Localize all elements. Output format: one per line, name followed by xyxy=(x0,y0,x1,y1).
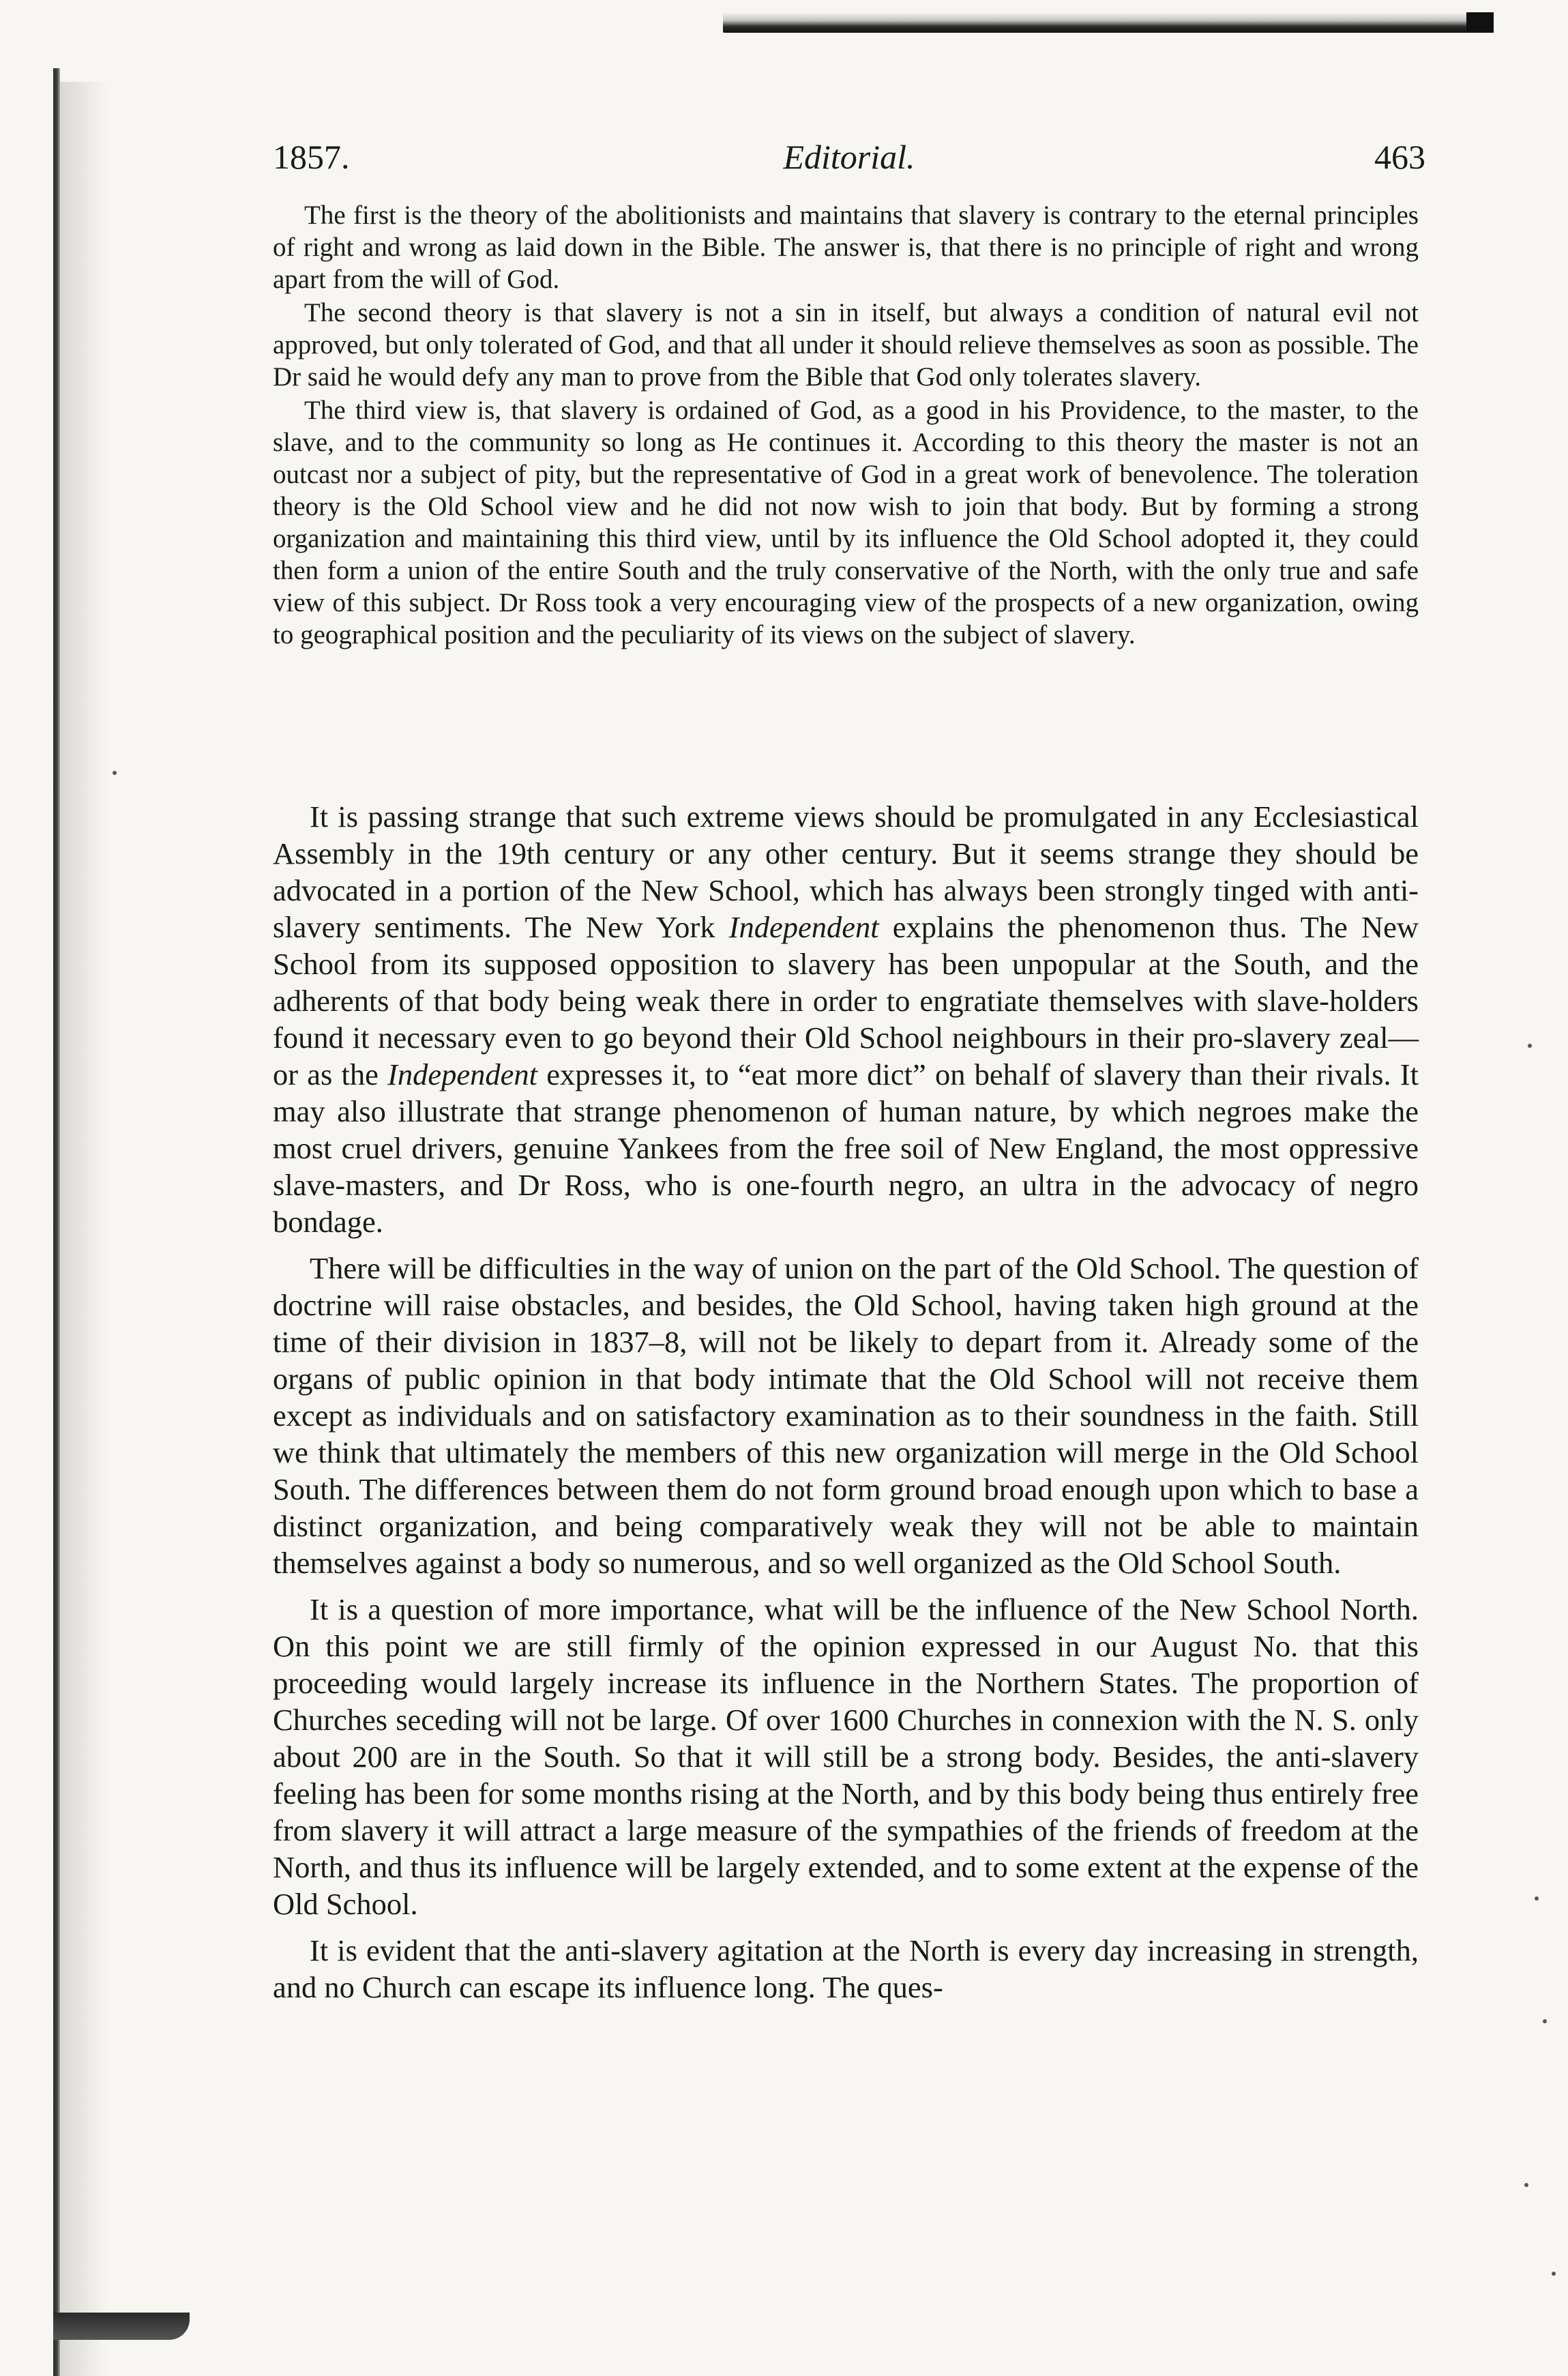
running-header xyxy=(273,130,1425,184)
excerpt-paragraph-2: The second theory is that slavery is not a sin in itself, but always a condition of natural evil not approved, but only tolerated of God, and that all under it should relieve themselves as soon as possible. The Dr said he would defy any man to prove from the Bible that God only tolerates slavery. xyxy=(273,298,1419,392)
binding-foot xyxy=(53,2313,190,2340)
page-number: 463 xyxy=(1374,138,1425,176)
publication-name: Independent xyxy=(728,910,879,944)
top-edge-shadow xyxy=(723,12,1487,33)
margin-speck xyxy=(1543,2019,1547,2023)
binding-shadow xyxy=(60,82,108,2376)
margin-speck xyxy=(1535,1896,1539,1901)
margin-speck xyxy=(1552,2272,1556,2276)
header-year: 1857. xyxy=(273,138,350,176)
publication-name: Independent xyxy=(387,1057,538,1091)
header-title: Editorial. xyxy=(783,138,915,176)
body-paragraph-2: There will be difficulties in the way of union on the part of the Old School. The question of doctrine will raise obstacles, and besides, the Old School, having taken high ground at the time of their division in 1837–8, will not be likely to depart from it. Already some of the organs of public opinion in that body intimate that the Old School will not receive them except as individuals and on satisfactory examination as to their soundness in the faith. Still we think that ultimately the members of this new organization will merge in the Old School South. The differences between them do not form ground broad enough upon which to base a distinct organization, and being comparatively weak they will not be able to maintain themselves against a body so numerous, and so well organized as the Old School South. xyxy=(273,1251,1419,1580)
excerpt-paragraph-1: The first is the theory of the abolitionists and maintains that slavery is contrary to the eternal principles of right and wrong as laid down in the Bible. The answer is, that there is no principle of right and wrong apart from the will of God. xyxy=(273,201,1419,294)
body-paragraph-1: It is passing strange that such extreme views should be promulgated in any Ecclesiastical Assembly in the 19th century or any other century. But it seems strange they should be advocated in a portion of the New School, which has always been strongly tinged with anti-slavery sentiments. The New York Independent explains the phenomenon thus. The New School from its supposed opposition to slavery has been unpopular at the South, and the adherents of that body being weak there in order to engratiate themselves with slave-holders found it necessary even to go beyond their Old School neighbours in their pro-slavery zeal—or as the Independent expresses it, to “eat more dict” on behalf of slavery than their rivals. It may also illustrate that strange phenomenon of human nature, by which negroes make the most cruel drivers, genuine Yankees from the free soil of New England, the most oppressive slave-masters, and Dr Ross, who is one-fourth negro, an ultra in the advocacy of negro bondage. xyxy=(273,800,1419,1239)
margin-speck xyxy=(1524,2183,1528,2187)
body-paragraph-3: It is a question of more importance, what will be the influence of the New School North. On this point we are still firmly of the opinion expressed in our August No. that this proceeding would largely increase its influence in the Northern States. The proportion of Churches seceding will not be large. Of over 1600 Churches in connexion with the N. S. only about 200 are in the South. So that it will still be a strong body. Besides, the anti-slavery feeling has been for some months rising at the North, and by this body being thus entirely free from slavery it will attract a large measure of the sympathies of the friends of freedom at the North, and thus its influence will be largely extended, and to some extent at the expense of the Old School. xyxy=(273,1592,1419,1921)
margin-speck xyxy=(1528,1044,1532,1048)
editorial-body xyxy=(273,798,1419,2015)
margin-speck xyxy=(113,771,117,775)
body-paragraph-4: It is evident that the anti-slavery agitation at the North is every day increasing in strength, and no Church can escape its influence long. The ques- xyxy=(273,1933,1419,2004)
binding-edge xyxy=(53,68,60,2376)
excerpt-paragraph-3: The third view is, that slavery is ordained of God, as a good in his Providence, to the master, to the slave, and to the community so long as He continues it. According to this theory the master is not an outcast nor a subject of pity, but the representative of God in a great work of benevolence. The toleration theory is the Old School view and he did not now wish to join that body. But by forming a strong organization and maintaining this third view, until by its influence the Old School adopted it, they could then form a union of the entire South and the truly conservative of the North, with the only true and safe view of this subject. Dr Ross took a very encouraging view of the prospects of a new organization, owing to geographical position and the peculiarity of its views on the subject of slavery. xyxy=(273,396,1419,649)
report-excerpt xyxy=(273,199,1419,652)
